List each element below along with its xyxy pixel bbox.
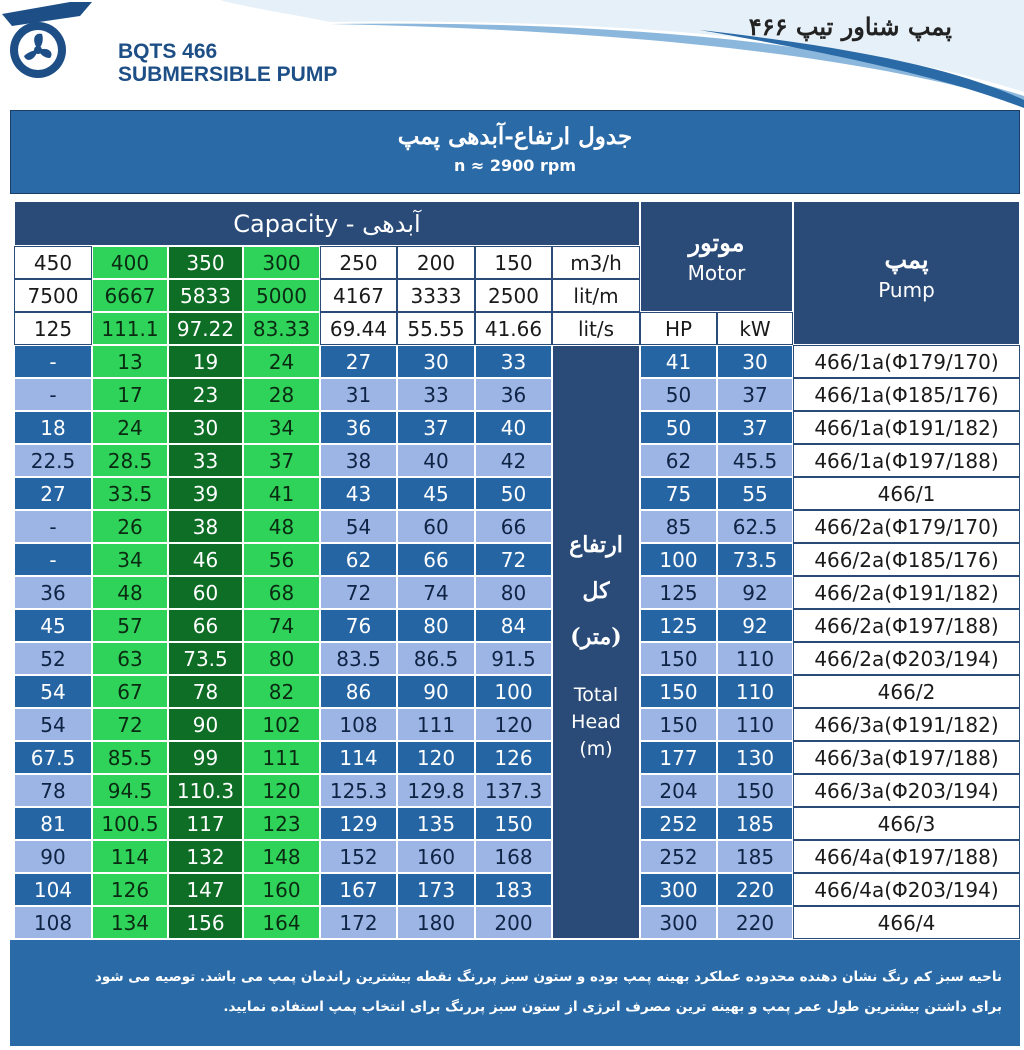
hp-header: HP — [640, 312, 717, 345]
head-cell: 54 — [14, 675, 92, 708]
head-cell: 68 — [243, 576, 320, 609]
head-cell: 50 — [475, 477, 552, 510]
total-head-label — [552, 345, 640, 939]
head-cell: 80 — [243, 642, 320, 675]
kw-cell: 92 — [717, 576, 793, 609]
head-cell: 104 — [14, 873, 92, 906]
company-logo — [0, 0, 92, 84]
head-cell: 114 — [92, 840, 168, 873]
kw-cell: 55 — [717, 477, 793, 510]
pump-model-cell: 466/2a(Φ191/182) — [793, 576, 1020, 609]
pump-model-cell: 466/2a(Φ203/194) — [793, 642, 1020, 675]
pump-model-cell: 466/1a(Φ185/176) — [793, 378, 1020, 411]
head-cell: 129.8 — [397, 774, 475, 807]
hp-cell: 252 — [640, 840, 717, 873]
unit-label: lit/m — [552, 279, 640, 312]
head-cell: 148 — [243, 840, 320, 873]
head-cell: 160 — [243, 873, 320, 906]
flow-cell: 3333 — [397, 279, 475, 312]
pump-model-cell: 466/1a(Φ191/182) — [793, 411, 1020, 444]
head-cell: 43 — [320, 477, 397, 510]
head-cell: 129 — [320, 807, 397, 840]
head-cell: 76 — [320, 609, 397, 642]
kw-cell: 130 — [717, 741, 793, 774]
kw-cell: 150 — [717, 774, 793, 807]
model-code: BQTS 466 — [118, 40, 218, 63]
head-cell: 31 — [320, 378, 397, 411]
hp-cell: 204 — [640, 774, 717, 807]
head-cell: 102 — [243, 708, 320, 741]
kw-cell: 220 — [717, 906, 793, 939]
head-cell: 72 — [92, 708, 168, 741]
pump-model-cell: 466/3 — [793, 807, 1020, 840]
head-cell: 72 — [475, 543, 552, 576]
head-cell: 24 — [243, 345, 320, 378]
head-cell: 40 — [475, 411, 552, 444]
head-cell: 34 — [92, 543, 168, 576]
flow-cell: 55.55 — [397, 312, 475, 345]
head-cell: 27 — [14, 477, 92, 510]
hp-cell: 150 — [640, 675, 717, 708]
head-cell: 90 — [397, 675, 475, 708]
head-cell: 40 — [397, 444, 475, 477]
head-cell: 45 — [397, 477, 475, 510]
head-cell: 48 — [92, 576, 168, 609]
flow-cell: 69.44 — [320, 312, 397, 345]
head-cell: - — [14, 345, 92, 378]
head-cell: 108 — [14, 906, 92, 939]
flow-cell: 83.33 — [243, 312, 320, 345]
head-cell: 33 — [475, 345, 552, 378]
rpm-label: n ≈ 2900 rpm — [453, 156, 577, 175]
flow-cell: 5833 — [168, 279, 243, 312]
flow-cell: 200 — [397, 246, 475, 279]
head-cell: 74 — [243, 609, 320, 642]
hp-cell: 150 — [640, 642, 717, 675]
hp-cell: 62 — [640, 444, 717, 477]
head-cell: 110.3 — [168, 774, 243, 807]
unit-label: m3/h — [552, 246, 640, 279]
head-cell: 152 — [320, 840, 397, 873]
pump-model-cell: 466/2a(Φ197/188) — [793, 609, 1020, 642]
head-cell: 126 — [92, 873, 168, 906]
kw-cell: 110 — [717, 708, 793, 741]
flow-cell: 41.66 — [475, 312, 552, 345]
table-title-bar — [10, 110, 1020, 194]
head-cell: 36 — [320, 411, 397, 444]
head-cell: 28 — [243, 378, 320, 411]
head-cell: 108 — [320, 708, 397, 741]
pump-header — [793, 201, 1020, 345]
head-cell: 173 — [397, 873, 475, 906]
head-cell: 27 — [320, 345, 397, 378]
head-cell: 22.5 — [14, 444, 92, 477]
pump-label-en: Pump — [878, 277, 935, 302]
kw-cell: 110 — [717, 642, 793, 675]
flow-cell: 6667 — [92, 279, 168, 312]
flow-cell: 2500 — [475, 279, 552, 312]
head-cell: 67 — [92, 675, 168, 708]
head-cell: 164 — [243, 906, 320, 939]
hp-cell: 300 — [640, 873, 717, 906]
head-label-fa-3: (متر) — [570, 623, 622, 650]
flow-cell: 150 — [475, 246, 552, 279]
pump-model-cell: 466/2a(Φ179/170) — [793, 510, 1020, 543]
head-cell: 99 — [168, 741, 243, 774]
hp-cell: 100 — [640, 543, 717, 576]
flow-cell: 400 — [92, 246, 168, 279]
head-cell: 120 — [475, 708, 552, 741]
head-cell: 82 — [243, 675, 320, 708]
head-cell: 30 — [168, 411, 243, 444]
head-cell: 63 — [92, 642, 168, 675]
head-cell: 86 — [320, 675, 397, 708]
head-cell: 86.5 — [397, 642, 475, 675]
kw-cell: 92 — [717, 609, 793, 642]
head-cell: 24 — [92, 411, 168, 444]
head-cell: 200 — [475, 906, 552, 939]
footer-note — [10, 940, 1020, 1046]
head-cell: 34 — [243, 411, 320, 444]
capacity-header: Capacity - آبدهی — [14, 201, 640, 246]
footer-note-line-2: برای داشتن بیشترین طول عمر پمپ و بهینه ترین مصرف انرژی از ستون سبز پررنگ برای انتخاب پمپ استفاده نمایید. — [223, 999, 1002, 1015]
hp-cell: 85 — [640, 510, 717, 543]
hp-cell: 50 — [640, 378, 717, 411]
head-label-fa-1: ارتفاع — [569, 531, 623, 558]
hp-cell: 252 — [640, 807, 717, 840]
motor-label-fa: موتور — [688, 228, 745, 257]
pump-model-cell: 466/4a(Φ197/188) — [793, 840, 1020, 873]
kw-cell: 45.5 — [717, 444, 793, 477]
head-cell: 94.5 — [92, 774, 168, 807]
kw-cell: 37 — [717, 411, 793, 444]
head-cell: 57 — [92, 609, 168, 642]
pump-model-cell: 466/3a(Φ197/188) — [793, 741, 1020, 774]
head-cell: 48 — [243, 510, 320, 543]
head-cell: 45 — [14, 609, 92, 642]
hp-cell: 300 — [640, 906, 717, 939]
head-cell: 54 — [320, 510, 397, 543]
pump-model-cell: 466/4 — [793, 906, 1020, 939]
head-cell: 18 — [14, 411, 92, 444]
kw-cell: 30 — [717, 345, 793, 378]
head-cell: 38 — [168, 510, 243, 543]
flow-cell: 350 — [168, 246, 243, 279]
hp-cell: 177 — [640, 741, 717, 774]
head-cell: 30 — [397, 345, 475, 378]
head-cell: 39 — [168, 477, 243, 510]
head-cell: 167 — [320, 873, 397, 906]
head-cell: 66 — [397, 543, 475, 576]
head-label-en-3: (m) — [579, 737, 613, 760]
pump-label-fa: پمپ — [884, 244, 929, 274]
head-cell: 83.5 — [320, 642, 397, 675]
head-cell: 66 — [475, 510, 552, 543]
head-cell: 132 — [168, 840, 243, 873]
head-cell: 78 — [14, 774, 92, 807]
head-cell: 56 — [243, 543, 320, 576]
head-cell: 26 — [92, 510, 168, 543]
head-cell: 74 — [397, 576, 475, 609]
page-title: پمپ شناور تیپ ۴۶۶ — [748, 12, 952, 41]
brand-name — [118, 40, 337, 86]
motor-label-en: Motor — [687, 261, 746, 285]
head-cell: 135 — [397, 807, 475, 840]
head-cell: 126 — [475, 741, 552, 774]
head-cell: - — [14, 378, 92, 411]
head-cell: 90 — [168, 708, 243, 741]
head-cell: 137.3 — [475, 774, 552, 807]
kw-cell: 185 — [717, 807, 793, 840]
head-cell: 134 — [92, 906, 168, 939]
kw-cell: 37 — [717, 378, 793, 411]
head-label-en — [571, 682, 621, 763]
hp-cell: 125 — [640, 576, 717, 609]
head-cell: 72 — [320, 576, 397, 609]
hp-cell: 41 — [640, 345, 717, 378]
head-cell: 120 — [397, 741, 475, 774]
head-cell: 46 — [168, 543, 243, 576]
head-cell: 33.5 — [92, 477, 168, 510]
flow-cell: 97.22 — [168, 312, 243, 345]
flow-cell: 7500 — [14, 279, 92, 312]
unit-label: lit/s — [552, 312, 640, 345]
head-cell: 54 — [14, 708, 92, 741]
flow-cell: 250 — [320, 246, 397, 279]
head-cell: - — [14, 543, 92, 576]
head-cell: 13 — [92, 345, 168, 378]
footer-note-line-1: ناحیه سبز کم رنگ نشان دهنده محدوده عملکرد بهینه پمپ بوده و ستون سبز پررنگ نقطه بیشترین راندمان پمپ می باشد. توصیه می شود — [94, 969, 1002, 985]
flow-cell: 450 — [14, 246, 92, 279]
pump-model-cell: 466/1a(Φ197/188) — [793, 444, 1020, 477]
head-cell: 111 — [243, 741, 320, 774]
head-cell: - — [14, 510, 92, 543]
head-cell: 23 — [168, 378, 243, 411]
product-type: SUBMERSIBLE PUMP — [118, 63, 338, 86]
head-cell: 66 — [168, 609, 243, 642]
page-header — [0, 0, 1024, 108]
head-label-en-2: Head — [571, 710, 621, 733]
head-cell: 19 — [168, 345, 243, 378]
head-cell: 60 — [168, 576, 243, 609]
kw-header: kW — [717, 312, 793, 345]
head-cell: 80 — [475, 576, 552, 609]
flow-cell: 125 — [14, 312, 92, 345]
motor-header — [640, 201, 793, 312]
head-cell: 36 — [475, 378, 552, 411]
head-cell: 156 — [168, 906, 243, 939]
head-cell: 180 — [397, 906, 475, 939]
pump-model-cell: 466/1 — [793, 477, 1020, 510]
head-cell: 85.5 — [92, 741, 168, 774]
head-cell: 41 — [243, 477, 320, 510]
head-cell: 28.5 — [92, 444, 168, 477]
head-cell: 100 — [475, 675, 552, 708]
head-cell: 114 — [320, 741, 397, 774]
head-label-fa-2: کل — [582, 577, 610, 604]
head-cell: 81 — [14, 807, 92, 840]
flow-cell: 300 — [243, 246, 320, 279]
head-cell: 62 — [320, 543, 397, 576]
head-cell: 91.5 — [475, 642, 552, 675]
hp-cell: 150 — [640, 708, 717, 741]
head-cell: 17 — [92, 378, 168, 411]
head-cell: 36 — [14, 576, 92, 609]
head-cell: 73.5 — [168, 642, 243, 675]
head-cell: 38 — [320, 444, 397, 477]
head-cell: 60 — [397, 510, 475, 543]
head-cell: 147 — [168, 873, 243, 906]
head-cell: 84 — [475, 609, 552, 642]
hp-cell: 125 — [640, 609, 717, 642]
head-cell: 33 — [397, 378, 475, 411]
pump-model-cell: 466/2a(Φ185/176) — [793, 543, 1020, 576]
pump-model-cell: 466/3a(Φ203/194) — [793, 774, 1020, 807]
head-cell: 80 — [397, 609, 475, 642]
hp-cell: 75 — [640, 477, 717, 510]
table-title: جدول ارتفاع-آبدهی پمپ — [397, 123, 633, 150]
kw-cell: 185 — [717, 840, 793, 873]
head-label-en-1: Total — [573, 683, 619, 706]
head-cell: 42 — [475, 444, 552, 477]
kw-cell: 110 — [717, 675, 793, 708]
head-cell: 160 — [397, 840, 475, 873]
kw-cell: 220 — [717, 873, 793, 906]
hp-cell: 50 — [640, 411, 717, 444]
kw-cell: 73.5 — [717, 543, 793, 576]
head-cell: 111 — [397, 708, 475, 741]
head-cell: 172 — [320, 906, 397, 939]
head-cell: 168 — [475, 840, 552, 873]
flow-cell: 5000 — [243, 279, 320, 312]
pump-model-cell: 466/1a(Φ179/170) — [793, 345, 1020, 378]
head-cell: 52 — [14, 642, 92, 675]
head-cell: 33 — [168, 444, 243, 477]
head-cell: 37 — [243, 444, 320, 477]
flow-cell: 4167 — [320, 279, 397, 312]
head-cell: 183 — [475, 873, 552, 906]
head-cell: 150 — [475, 807, 552, 840]
pump-model-cell: 466/3a(Φ191/182) — [793, 708, 1020, 741]
head-cell: 120 — [243, 774, 320, 807]
head-cell: 78 — [168, 675, 243, 708]
flow-cell: 111.1 — [92, 312, 168, 345]
head-cell: 67.5 — [14, 741, 92, 774]
pump-model-cell: 466/4a(Φ203/194) — [793, 873, 1020, 906]
head-cell: 90 — [14, 840, 92, 873]
kw-cell: 62.5 — [717, 510, 793, 543]
head-cell: 123 — [243, 807, 320, 840]
pump-model-cell: 466/2 — [793, 675, 1020, 708]
head-cell: 117 — [168, 807, 243, 840]
head-cell: 37 — [397, 411, 475, 444]
head-cell: 125.3 — [320, 774, 397, 807]
head-cell: 100.5 — [92, 807, 168, 840]
